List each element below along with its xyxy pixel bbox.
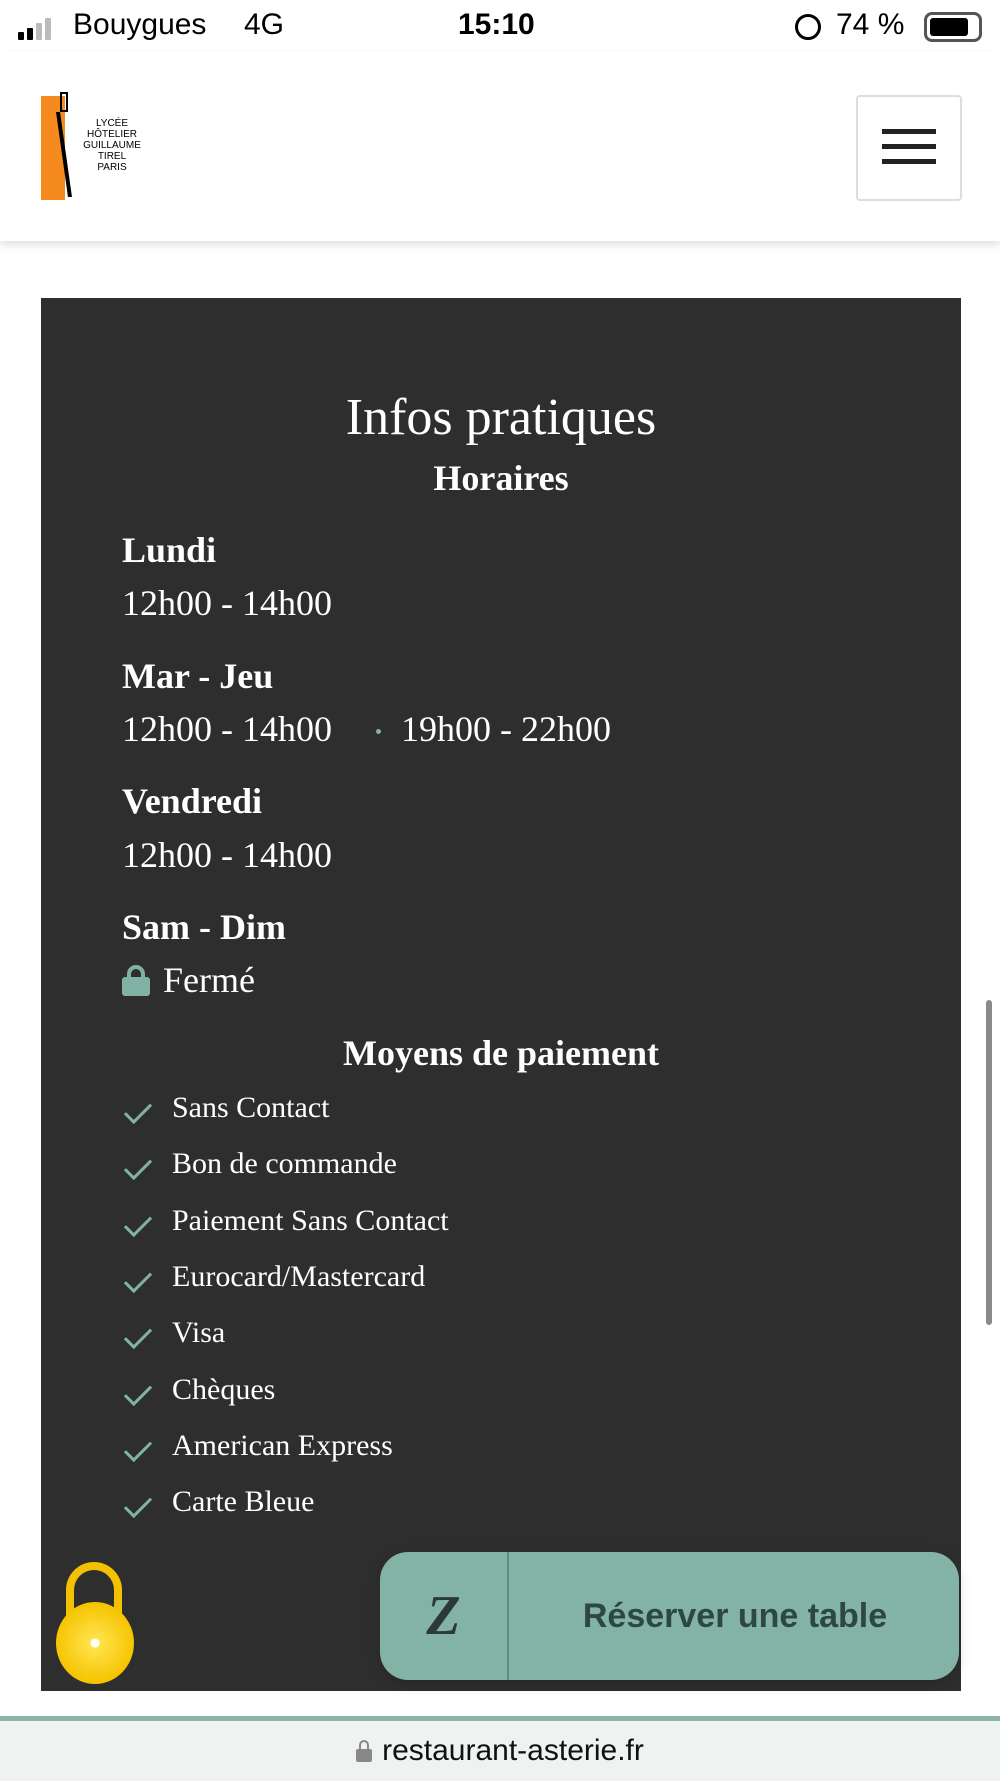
site-header bbox=[0, 52, 1000, 241]
url-text: restaurant-asterie.fr bbox=[382, 1734, 644, 1767]
day-label: Lundi bbox=[122, 530, 217, 570]
payment-method: Carte Bleue bbox=[172, 1485, 315, 1519]
check-icon bbox=[124, 1096, 152, 1124]
lock-icon bbox=[356, 1740, 372, 1762]
reserve-label: Réserver une table bbox=[582, 1596, 888, 1635]
day-hours: 12h00 - 14h00 bbox=[122, 835, 332, 875]
menu-button[interactable] bbox=[856, 95, 962, 201]
scrollbar[interactable] bbox=[986, 1000, 992, 1325]
hours-heading: Horaires bbox=[433, 458, 569, 498]
day-hours: 12h00 - 14h00 bbox=[122, 583, 332, 623]
payment-heading: Moyens de paiement bbox=[343, 1033, 659, 1073]
network-type: 4G bbox=[244, 8, 285, 41]
browser-url-bar[interactable] bbox=[0, 1716, 1000, 1781]
day-label: Sam - Dim bbox=[122, 907, 286, 947]
check-icon bbox=[124, 1265, 152, 1293]
carrier: Bouygues bbox=[73, 8, 207, 41]
logo[interactable]: LYCÉE HÔTELIER GUILLAUME TIREL PARIS bbox=[40, 92, 150, 202]
day-hours: 12h00 - 14h00 bbox=[122, 709, 332, 749]
check-icon bbox=[124, 1321, 152, 1349]
check-icon bbox=[124, 1490, 152, 1518]
clock: 15:10 bbox=[458, 8, 535, 41]
closed-label: Fermé bbox=[163, 960, 255, 1000]
infos-panel bbox=[41, 298, 961, 1691]
reserve-table-button[interactable] bbox=[380, 1552, 959, 1680]
hamburger-icon bbox=[882, 129, 936, 134]
separator-dot bbox=[376, 729, 381, 734]
check-icon bbox=[124, 1152, 152, 1180]
payment-method: Bon de commande bbox=[172, 1147, 397, 1181]
payment-method: Paiement Sans Contact bbox=[172, 1203, 449, 1237]
payment-method: American Express bbox=[172, 1428, 393, 1462]
check-icon bbox=[124, 1377, 152, 1405]
payment-method: Visa bbox=[172, 1316, 226, 1350]
battery-percent: 74 % bbox=[836, 8, 905, 41]
payment-method: Chèques bbox=[172, 1372, 276, 1406]
lemon-lock-icon[interactable] bbox=[54, 1562, 136, 1686]
section-title: Infos pratiques bbox=[345, 389, 657, 446]
check-icon bbox=[124, 1208, 152, 1236]
check-icon bbox=[124, 1434, 152, 1462]
rotation-lock-icon bbox=[795, 14, 821, 40]
lock-icon bbox=[122, 965, 150, 995]
day-label: Mar - Jeu bbox=[122, 656, 274, 696]
battery-icon bbox=[924, 12, 982, 42]
zenchef-logo-icon: Z bbox=[380, 1552, 509, 1680]
day-label: Vendredi bbox=[122, 781, 263, 821]
day-hours: 19h00 - 22h00 bbox=[401, 709, 611, 749]
payment-method: Eurocard/Mastercard bbox=[172, 1259, 426, 1293]
payment-method: Sans Contact bbox=[172, 1091, 330, 1124]
signal-icon bbox=[18, 18, 58, 42]
